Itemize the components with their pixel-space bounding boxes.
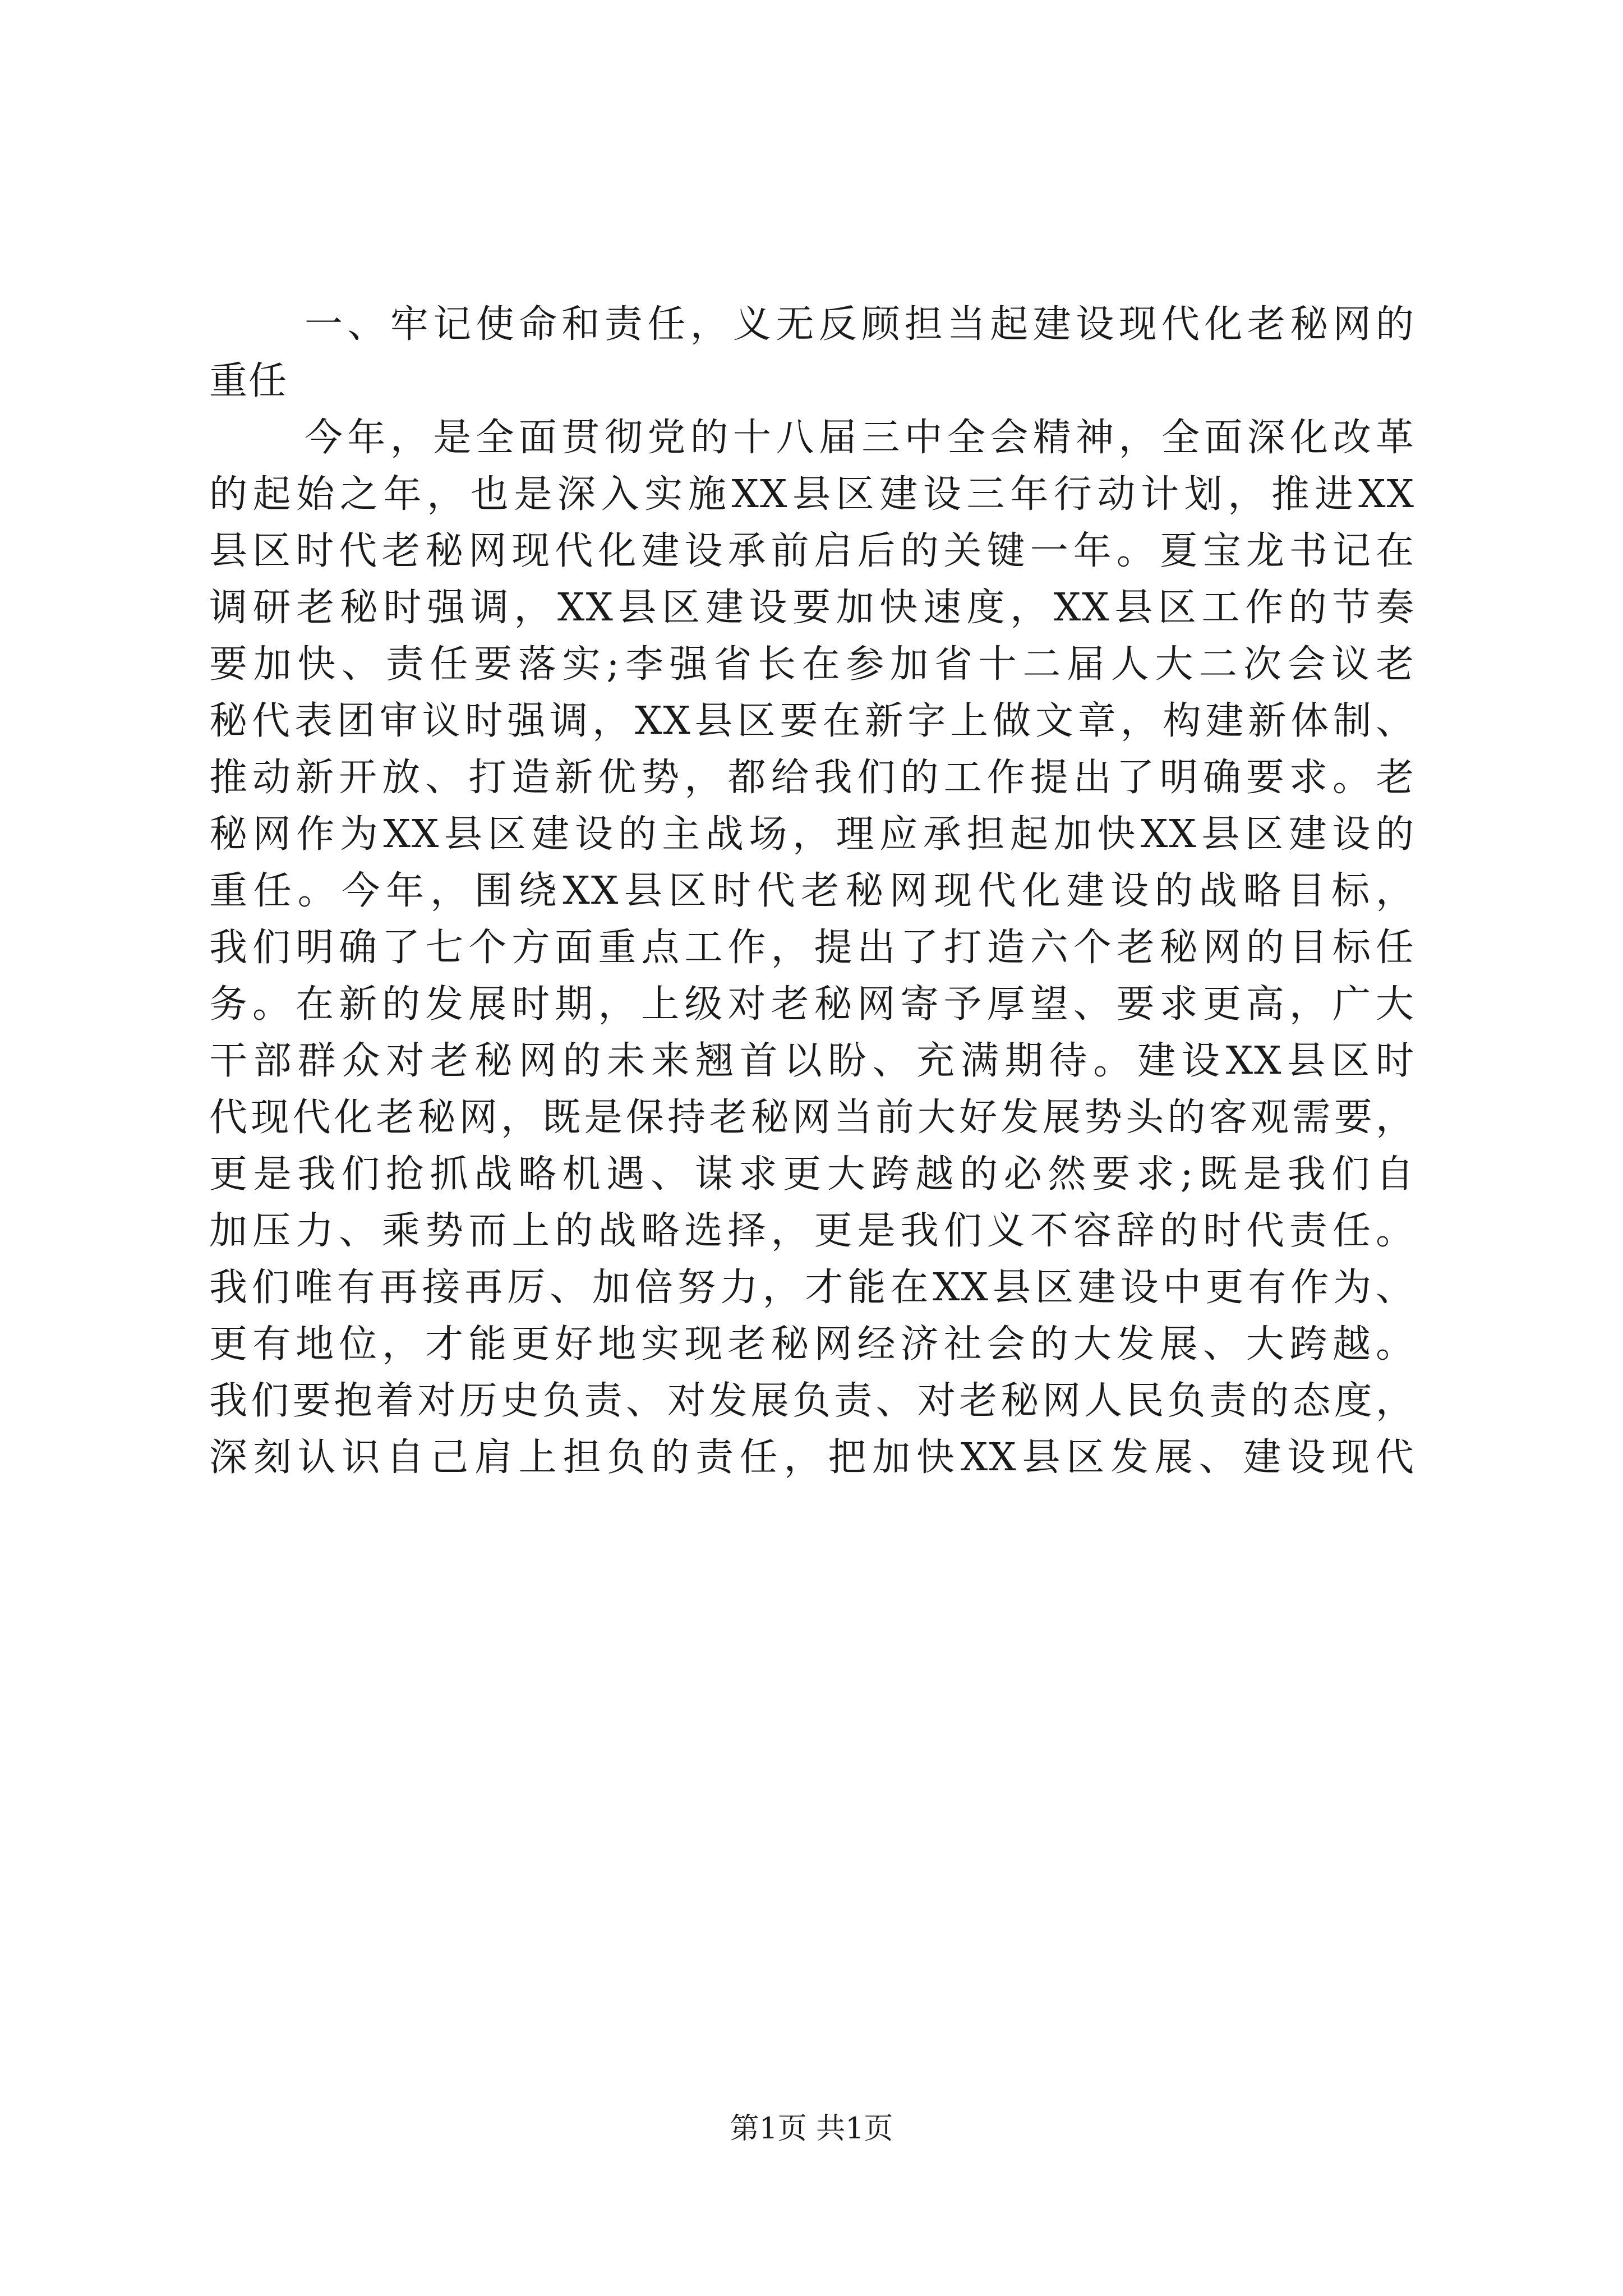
document-body: [209, 296, 1415, 1486]
paragraph-line-2: 的起始之年，也是深入实施XX县区建设三年行动计划，推进XX: [209, 472, 1415, 517]
paragraph-line-12: 干部群众对老秘网的未来翘首以盼、充满期待。建设XX县区时: [209, 1039, 1415, 1083]
paragraph-line-15: 加压力、乘势而上的战略选择，更是我们义不容辞的时代责任。: [209, 1209, 1415, 1253]
paragraph-line-4: 调研老秘时强调，XX县区建设要加快速度，XX县区工作的节奏: [209, 586, 1415, 630]
heading-line-2: 重任: [209, 359, 288, 403]
paragraph-line-1: 今年，是全面贯彻党的十八届三中全会精神，全面深化改革: [305, 416, 1415, 460]
paragraph-line-13: 代现代化老秘网，既是保持老秘网当前大好发展势头的客观需要，: [209, 1096, 1415, 1140]
paragraph-line-7: 推动新开放、打造新优势，都给我们的工作提出了明确要求。老: [209, 756, 1415, 800]
page-footer: 第1页 共1页: [730, 2112, 893, 2146]
paragraph-line-6: 秘代表团审议时强调，XX县区要在新字上做文章，构建新体制、: [209, 699, 1415, 743]
heading-line-1: 一、牢记使命和责任，义无反顾担当起建设现代化老秘网的: [305, 302, 1415, 347]
paragraph-line-10: 我们明确了七个方面重点工作，提出了打造六个老秘网的目标任: [209, 926, 1415, 970]
paragraph-line-11: 务。在新的发展时期，上级对老秘网寄予厚望、要求更高，广大: [209, 982, 1415, 1027]
paragraph-line-3: 县区时代老秘网现代化建设承前启后的关键一年。夏宝龙书记在: [209, 529, 1415, 573]
paragraph-line-16: 我们唯有再接再厉、加倍努力，才能在XX县区建设中更有作为、: [209, 1266, 1415, 1310]
paragraph-line-5: 要加快、责任要落实;李强省长在参加省十二届人大二次会议老: [209, 642, 1415, 687]
paragraph-line-18: 我们要抱着对历史负责、对发展负责、对老秘网人民负责的态度，: [209, 1379, 1415, 1423]
paragraph-line-17: 更有地位，才能更好地实现老秘网经济社会的大发展、大跨越。: [209, 1322, 1415, 1366]
paragraph-line-9: 重任。今年，围绕XX县区时代老秘网现代化建设的战略目标，: [209, 869, 1415, 913]
paragraph-line-19: 深刻认识自己肩上担负的责任，把加快XX县区发展、建设现代: [209, 1435, 1415, 1480]
paragraph-line-8: 秘网作为XX县区建设的主战场，理应承担起加快XX县区建设的: [209, 812, 1415, 857]
paragraph-line-14: 更是我们抢抓战略机遇、谋求更大跨越的必然要求;既是我们自: [209, 1152, 1415, 1197]
